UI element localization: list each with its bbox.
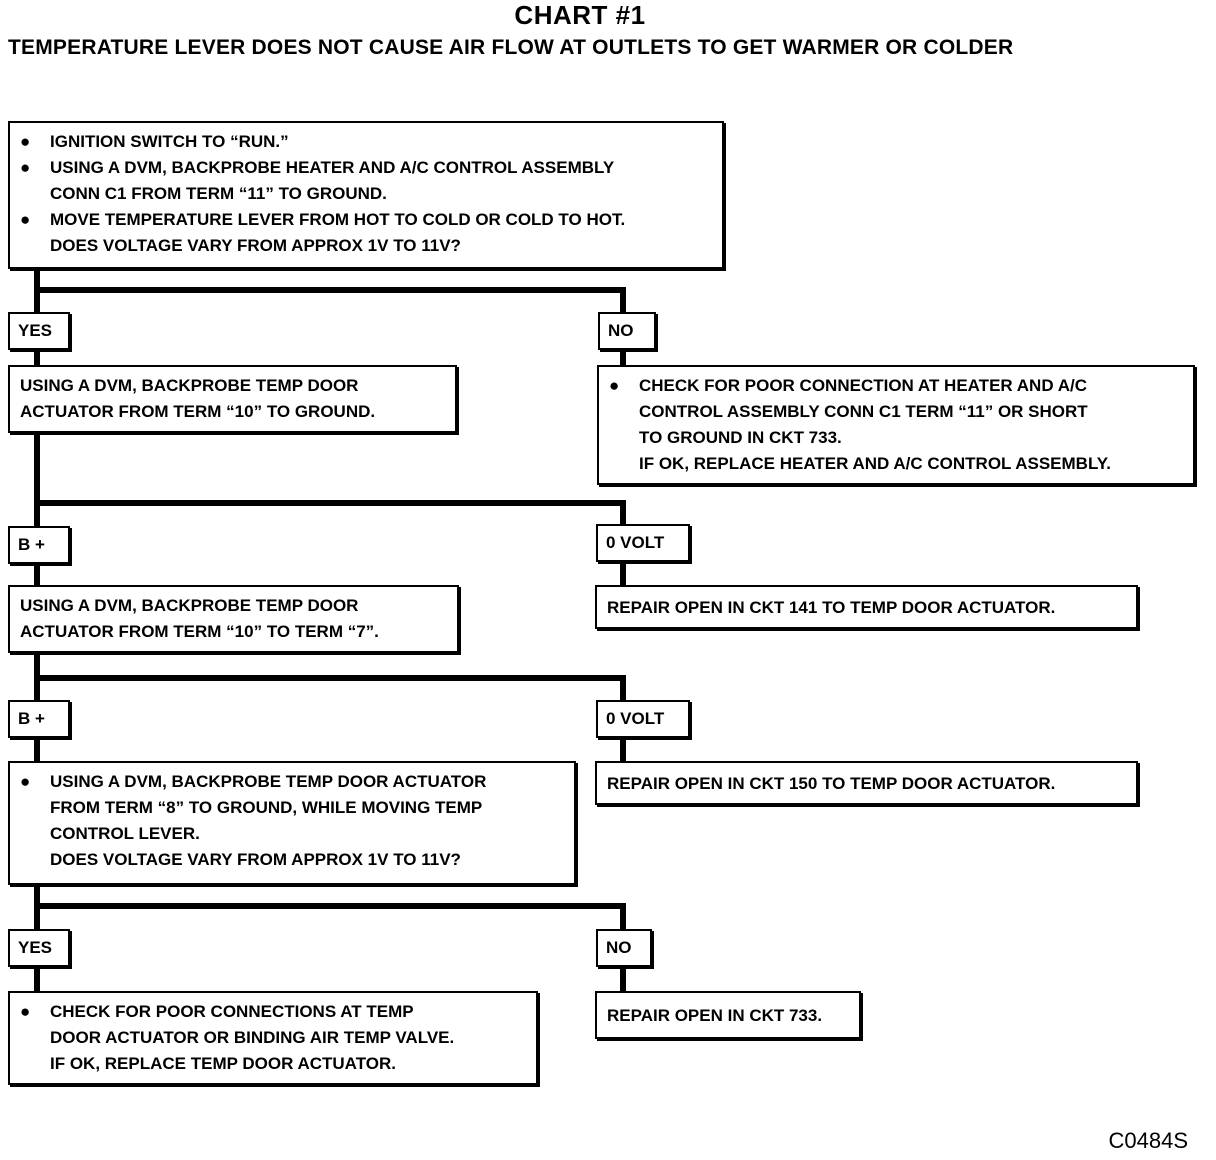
- box-text: IGNITION SWITCH TO “RUN.”: [50, 132, 289, 151]
- yes-tag: YES: [8, 929, 70, 967]
- zero-volt-tag: 0 VOLT: [596, 700, 690, 738]
- b-plus-tag: B +: [8, 526, 70, 564]
- b-plus-tag: B +: [8, 700, 70, 738]
- chart-subtitle: TEMPERATURE LEVER DOES NOT CAUSE AIR FLOW AT OUTLETS TO GET WARMER OR COLDER: [8, 36, 1014, 59]
- no-tag: NO: [598, 312, 656, 350]
- yes-tag: YES: [8, 312, 70, 350]
- box-text: CHECK FOR POOR CONNECTIONS AT TEMP: [50, 1002, 414, 1021]
- check-conn-c1-box: [597, 365, 1195, 485]
- box-text: DOOR ACTUATOR OR BINDING AIR TEMP VALVE.: [50, 1028, 455, 1047]
- box-text: MOVE TEMPERATURE LEVER FROM HOT TO COLD OR COLD TO HOT.: [50, 210, 626, 229]
- box-text: ACTUATOR FROM TERM “10” TO GROUND.: [20, 402, 376, 421]
- backprobe-term10-ground-box: [8, 365, 457, 433]
- box-text: DOES VOLTAGE VARY FROM APPROX 1V TO 11V?: [50, 236, 461, 255]
- box-text: IF OK, REPLACE HEATER AND A/C CONTROL ASSEMBLY.: [639, 454, 1111, 473]
- check-actuator-connections-box: [8, 991, 538, 1085]
- box-text: CHECK FOR POOR CONNECTION AT HEATER AND A/C: [639, 376, 1087, 395]
- box-text: DOES VOLTAGE VARY FROM APPROX 1V TO 11V?: [50, 850, 461, 869]
- box-text: CONTROL ASSEMBLY CONN C1 TERM “11” OR SHORT: [639, 402, 1088, 421]
- box-text: TO GROUND IN CKT 733.: [639, 428, 842, 447]
- box-text: USING A DVM, BACKPROBE HEATER AND A/C CONTROL ASSEMBLY: [50, 158, 615, 177]
- chart-title: CHART #1: [514, 0, 646, 30]
- backprobe-term10-term7-box: [8, 585, 459, 653]
- bullet-icon: ●: [20, 210, 31, 229]
- bullet-icon: ●: [20, 158, 31, 177]
- box-text: IF OK, REPLACE TEMP DOOR ACTUATOR.: [50, 1054, 396, 1073]
- no-tag: NO: [596, 929, 652, 967]
- box-text: CONTROL LEVER.: [50, 824, 200, 843]
- box-text: USING A DVM, BACKPROBE TEMP DOOR: [20, 376, 359, 395]
- bullet-icon: ●: [20, 1002, 31, 1021]
- bullet-icon: ●: [609, 376, 620, 395]
- box-text: REPAIR OPEN IN CKT 733.: [607, 1006, 823, 1025]
- repair-ckt150-box: [595, 761, 1138, 805]
- repair-ckt733-box: [595, 991, 861, 1039]
- start-check-box: [8, 121, 724, 269]
- bullet-icon: ●: [20, 772, 31, 791]
- box-text: ACTUATOR FROM TERM “10” TO TERM “7”.: [20, 622, 379, 641]
- repair-ckt141-box: [595, 585, 1138, 629]
- bullet-icon: ●: [20, 132, 31, 151]
- box-text: USING A DVM, BACKPROBE TEMP DOOR ACTUATOR: [50, 772, 487, 791]
- box-text: FROM TERM “8” TO GROUND, WHILE MOVING TEMP: [50, 798, 483, 817]
- box-text: REPAIR OPEN IN CKT 150 TO TEMP DOOR ACTUATOR.: [607, 774, 1056, 793]
- box-text: REPAIR OPEN IN CKT 141 TO TEMP DOOR ACTUATOR.: [607, 598, 1056, 617]
- zero-volt-tag: 0 VOLT: [596, 524, 690, 562]
- backprobe-term8-box: [8, 761, 576, 885]
- box-text: CONN C1 FROM TERM “11” TO GROUND.: [50, 184, 387, 203]
- figure-code: C0484S: [1108, 1128, 1188, 1153]
- box-text: USING A DVM, BACKPROBE TEMP DOOR: [20, 596, 359, 615]
